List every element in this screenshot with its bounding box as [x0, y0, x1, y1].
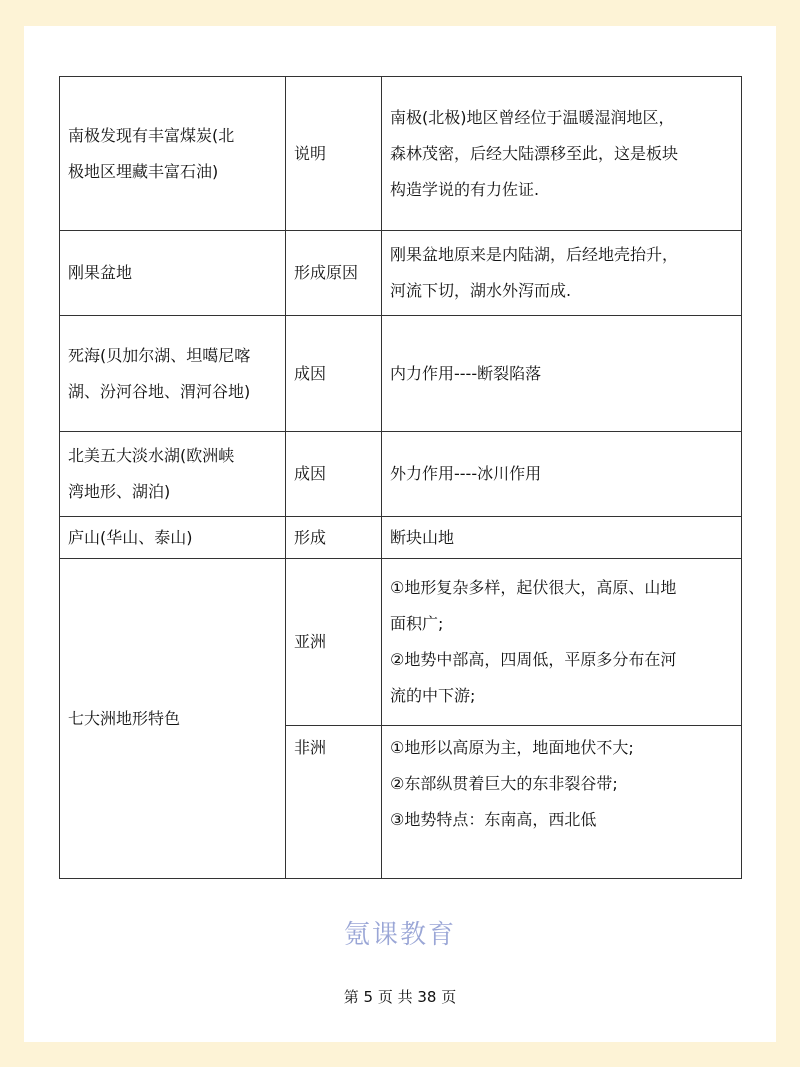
topic-line: 南极发现有丰富煤炭(北	[68, 125, 235, 145]
detail-line: 流的中下游;	[390, 686, 476, 705]
table-row	[60, 517, 742, 559]
document-page	[24, 26, 776, 1042]
topic-line: 刚果盆地	[68, 263, 133, 282]
detail-line: 外力作用----冰川作用	[390, 464, 542, 483]
detail-line: 森林茂密，后经大陆漂移至此，这是板块	[390, 143, 679, 163]
topic-line: 湖、汾河谷地、渭河谷地)	[68, 381, 251, 401]
geography-table	[59, 76, 742, 879]
detail-line: ①地形以高原为主，地面地伏不大;	[390, 738, 634, 757]
topic-line: 极地区埋藏丰富石油)	[68, 161, 219, 181]
topic-cell: 七大洲地形特色	[60, 559, 286, 879]
topic-cell	[60, 231, 286, 316]
detail-line: ③地势特点：东南高，西北低	[390, 810, 597, 829]
detail-cell	[382, 231, 742, 316]
table-row	[60, 231, 742, 316]
detail-line: 面积广;	[390, 614, 444, 633]
detail-cell	[382, 726, 742, 879]
detail-line: 构造学说的有力佐证.	[390, 179, 540, 199]
aspect-cell: 非洲	[286, 726, 382, 879]
detail-line: ②地势中部高，四周低，平原多分布在河	[390, 650, 677, 669]
topic-line: 北美五大淡水湖(欧洲峡	[68, 446, 235, 465]
topic-cell	[60, 517, 286, 559]
detail-cell	[382, 77, 742, 231]
topic-line: 庐山(华山、泰山)	[68, 527, 193, 547]
detail-cell	[382, 517, 742, 559]
topic-line: 湾地形、湖泊)	[68, 482, 171, 501]
table-row	[60, 559, 742, 726]
aspect-cell: 说明	[286, 77, 382, 231]
detail-line: ②东部纵贯着巨大的东非裂谷带;	[390, 774, 618, 793]
brand-watermark: 氪课教育	[343, 920, 456, 950]
aspect-cell: 亚洲	[286, 559, 382, 726]
topic-cell	[60, 316, 286, 432]
detail-line: 南极(北极)地区曾经位于温暖湿润地区，	[390, 107, 675, 127]
topic-cell	[60, 432, 286, 517]
detail-line: 河流下切，湖水外泻而成.	[390, 281, 572, 300]
detail-cell	[382, 316, 742, 432]
aspect-cell: 形成原因	[286, 231, 382, 316]
page-number: 第 5 页 共 38 页	[343, 988, 457, 1006]
detail-line: 内力作用----断裂陷落	[390, 363, 542, 383]
aspect-cell: 形成	[286, 517, 382, 559]
topic-cell	[60, 77, 286, 231]
table-row	[60, 432, 742, 517]
detail-cell	[382, 559, 742, 726]
detail-cell	[382, 432, 742, 517]
topic-line: 死海(贝加尔湖、坦噶尼喀	[68, 345, 251, 365]
aspect-cell: 成因	[286, 432, 382, 517]
detail-line: 刚果盆地原来是内陆湖，后经地壳抬升，	[390, 245, 679, 264]
detail-line: ①地形复杂多样，起伏很大，高原、山地	[390, 578, 677, 597]
aspect-cell: 成因	[286, 316, 382, 432]
table-row	[60, 77, 742, 231]
table-row	[60, 316, 742, 432]
detail-line: 断块山地	[390, 527, 455, 547]
